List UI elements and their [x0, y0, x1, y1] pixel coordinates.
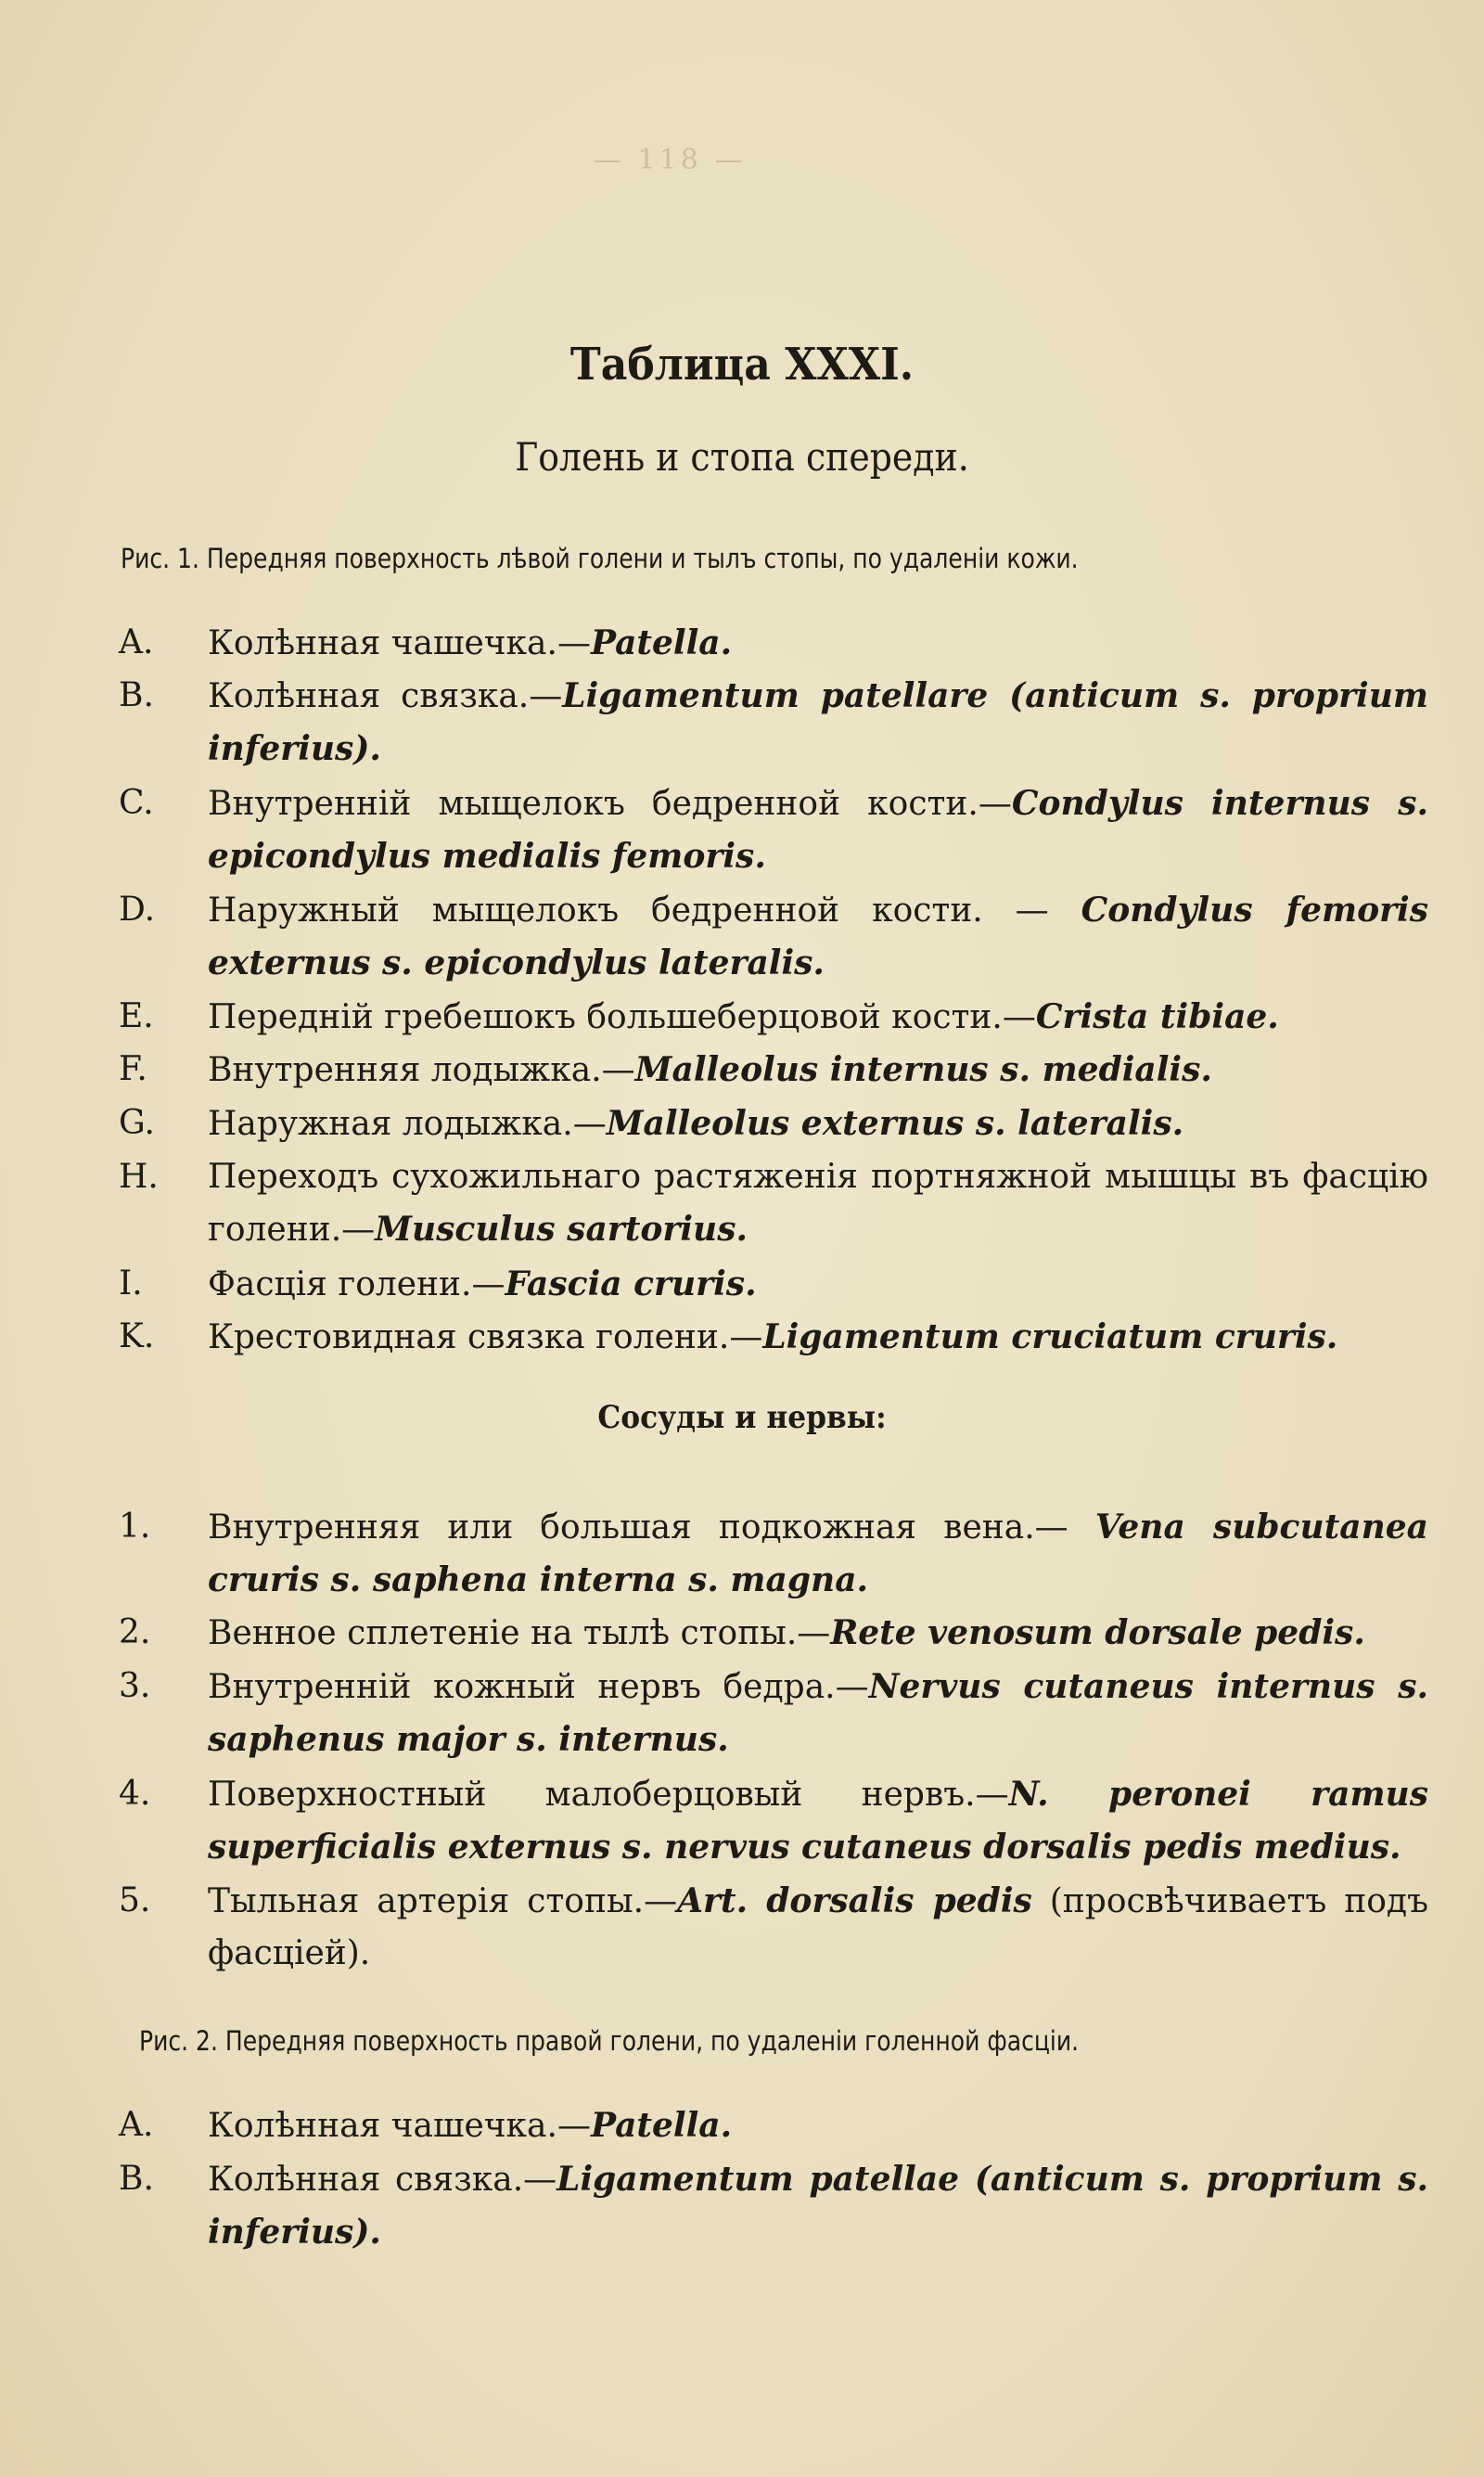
- entry-number: 2.: [119, 1613, 151, 1651]
- figure-1-caption: Рис. 1. Передняя поверхность лѣвой голени и тылъ стопы, по удаленіи кожи.: [121, 543, 1079, 574]
- entry-letter: G.: [119, 1104, 155, 1142]
- entry-number: 4.: [119, 1775, 151, 1813]
- entry-text: Наружный мыщелокъ бедренной кости. — Condylus femoris externus s. epicondylus lateralis.: [208, 891, 1429, 982]
- entry-text: Фасція голени.—Fascia cruris.: [208, 1264, 757, 1303]
- figure-2-caption: Рис. 2. Передняя поверхность правой голени, по удаленіи голенной фасціи.: [139, 2025, 1080, 2057]
- entry-text: Колѣнная связка.—Ligamentum patellae (anticum s. proprium s. inferius).: [208, 2160, 1428, 2252]
- entry-letter: B.: [119, 2160, 154, 2198]
- entry-number: 5.: [119, 1881, 151, 1919]
- entry-text: Колѣнная чашечка.—Patella.: [208, 623, 733, 662]
- entry-letter: I.: [119, 1264, 143, 1303]
- section-heading-vessels: Сосуды и нервы:: [597, 1399, 887, 1436]
- entry-text: Венное сплетеніе на тылѣ стопы.—Rete venosum dorsale pedis.: [208, 1613, 1365, 1652]
- entry-text: Колѣнная чашечка.—Patella.: [208, 2106, 733, 2145]
- entry-text: Передній гребешокъ большеберцовой кости.—Crista tibiae.: [208, 997, 1279, 1036]
- entry-text: Поверхностный малоберцовый нервъ.—N. peronei ramus superficialis externus s. nervus cutaneus dorsalis pedis medius.: [208, 1775, 1428, 1867]
- entry-number: 3.: [119, 1667, 151, 1705]
- entry-text: Тыльная артерія стопы.—Art. dorsalis pedis (просвѣчиваетъ подъ фасціей).: [208, 1881, 1429, 1972]
- entry-letter: F.: [119, 1050, 147, 1088]
- entry-letter: A.: [119, 623, 154, 661]
- page-number: — 118 —: [594, 144, 747, 176]
- entry-letter: E.: [119, 997, 154, 1035]
- entry-letter: H.: [119, 1158, 159, 1196]
- entry-text: Колѣнная связка.—Ligamentum patellare (anticum s. proprium inferius).: [208, 676, 1428, 768]
- entry-text: Внутренняя или большая подкожная вена.— Vena subcutanea cruris s. saphena interna s. magna.: [208, 1508, 1428, 1599]
- entry-number: 1.: [119, 1508, 151, 1546]
- entry-letter: B.: [119, 676, 154, 714]
- page-title: Таблица XXXI.: [569, 339, 915, 391]
- entry-text: Внутренній кожный нервъ бедра.—Nervus cutaneus internus s. saphenus major s. internus.: [208, 1667, 1428, 1759]
- entry-letter: D.: [119, 891, 156, 929]
- entry-text: Внутренняя лодыжка.—Malleolus internus s. medialis.: [208, 1050, 1212, 1089]
- entry-text: Крестовидная связка голени.—Ligamentum cruciatum cruris.: [208, 1317, 1338, 1356]
- entry-letter: A.: [119, 2106, 154, 2144]
- entry-letter: C.: [119, 784, 154, 822]
- entry-letter: K.: [119, 1317, 155, 1355]
- entry-text: Внутренній мыщелокъ бедренной кости.—Condylus internus s. epicondylus medialis femoris.: [208, 784, 1428, 876]
- entry-text: Переходъ сухожильнаго растяженія портняжной мышцы въ фасцію голени.—Musculus sartorius.: [208, 1158, 1428, 1249]
- page-subtitle: Голень и стопа спереди.: [515, 434, 969, 480]
- entry-text: Наружная лодыжка.—Malleolus externus s. lateralis.: [208, 1104, 1184, 1143]
